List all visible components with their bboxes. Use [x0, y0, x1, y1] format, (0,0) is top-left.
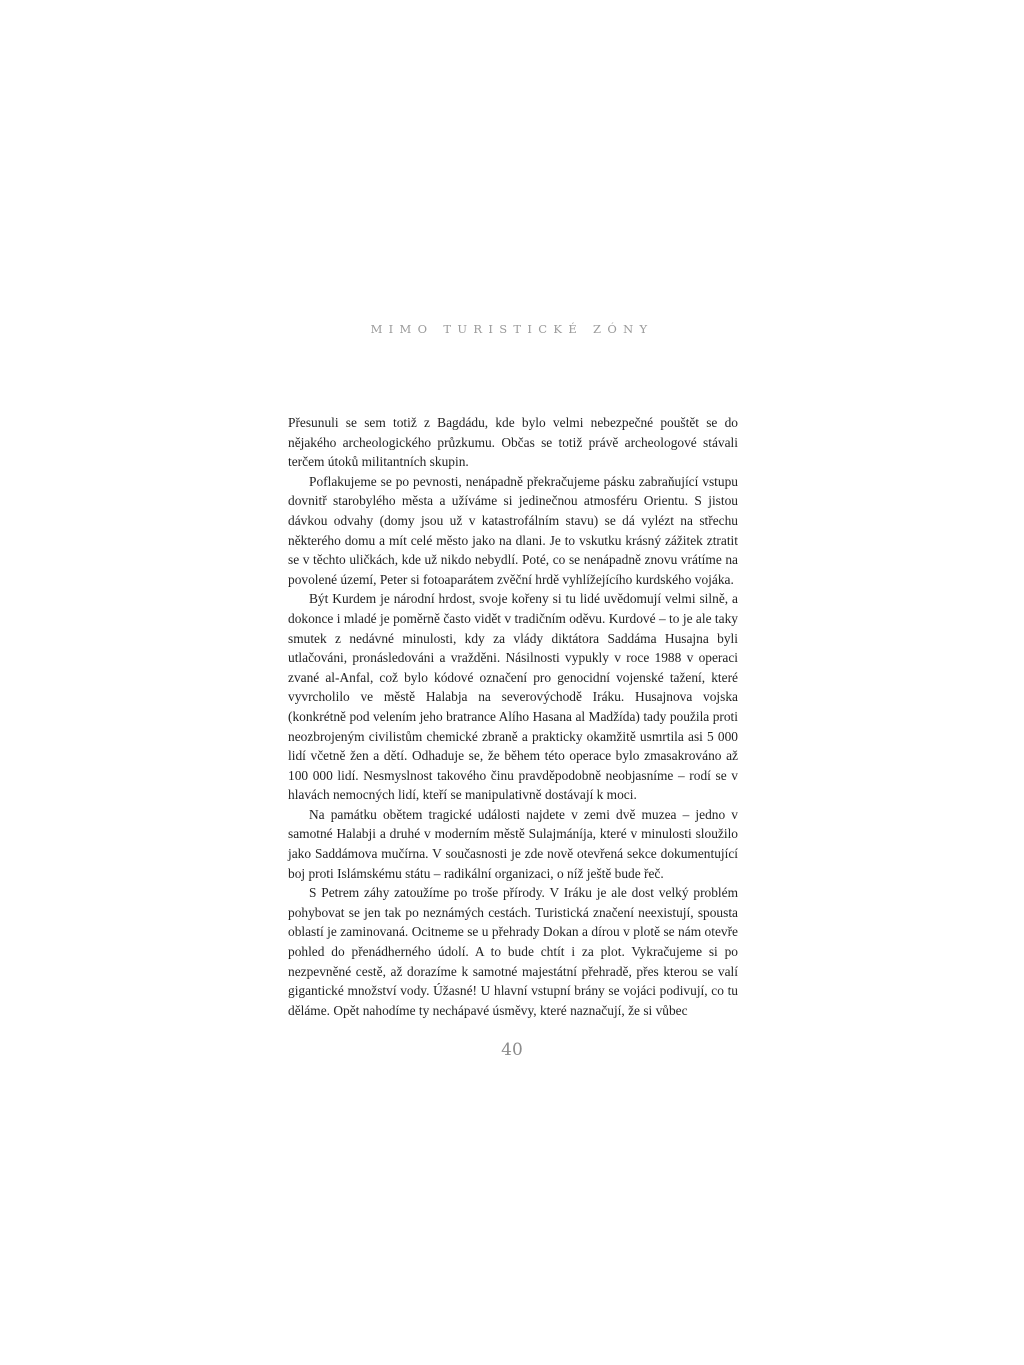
paragraph-5: S Petrem záhy zatoužíme po troše přírody. V Iráku je ale dost velký problém pohybovat se jen tak po neznámých cestách. Turistická značení neexistují, spousta oblastí je zaminovaná. Ocitneme se u přehrady Dokan a dírou v plotě se nám otevře pohled do přenádherného údolí. A to bude chtít i za plot. Vykračujeme si po nezpevněné cestě, až dorazíme k samotné majestátní přehradě, přes kterou se valí gigantické množství vody. Úžasné! U hlavní vstupní brány se vojáci podivují, co tu děláme. Opět nahodíme ty nechápavé úsměvy, které naznačují, že si vůbec [288, 885, 738, 1018]
paragraph-1: Přesunuli se sem totiž z Bagdádu, kde bylo velmi nebezpečné pouštět se do nějakého archeologického průzkumu. Občas se totiž právě archeologové stávali terčem útoků militantních skupin. [288, 415, 738, 470]
paragraph-2: Poflakujeme se po pevnosti, nenápadně překračujeme pásku zabraňující vstupu dovnitř starobylého města a užíváme si jedinečnou atmosféru Orientu. S jistou dávkou odvahy (domy jsou už v katastrofálním stavu) se dá vylézt na střechu některého domu a mít celé město jako na dlani. Je to vskutku krásný zážitek ztratit se v těchto uličkách, kde už nikdo nebydlí. Poté, co se nenápadně znovu vrátíme na povolené území, Peter si fotoaparátem zvěční hrdě vyhlížejícího kurdského vojáka. [288, 473, 738, 587]
paragraph-3: Být Kurdem je národní hrdost, svoje kořeny si tu lidé uvědomují velmi silně, a dokonce i mladé je poměrně často vidět v tradičním oděvu. Kurdové – to je ale taky smutek z nedávné minulosti, kdy za vlády diktátora Saddáma Husajna byli utlačováni, pronásledováni a vražděni. Násilnosti vypukly v roce 1988 v operaci zvané al-Anfal, což bylo kódové označení pro genocidní vojenské tažení, které vyvrcholilo ve městě Halabja na severovýchodě Iráku. Husajnova vojska (konkrétně pod velením jeho bratrance Alího Hasana al Madžída) tady použila proti neozbrojeným civilistům chemické zbraně a prakticky okamžitě usmrtila asi 5 000 lidí včetně žen a dětí. Odhaduje se, že během této operace bylo zmasakrováno až 100 000 lidí. Nesmyslnost takového činu pravděpodobně neobjasníme – rodí se v hlavách nemocných lidí, kteří se manipulativně dostávají k moci. [288, 591, 738, 803]
page-number: 40 [501, 1040, 523, 1060]
running-header: MIMO TURISTICKÉ ZÓNY [370, 322, 654, 336]
body-text [288, 413, 738, 1020]
paragraph-4: Na památku obětem tragické události najdete v zemi dvě muzea – jedno v samotné Halabji a druhé v moderním městě Sulajmáníja, které v minulosti sloužilo jako Saddámova mučírna. V současnosti je zde nově otevřená sekce dokumentující boj proti Islámskému státu – radikální organizaci, o níž ještě bude řeč. [288, 806, 738, 881]
